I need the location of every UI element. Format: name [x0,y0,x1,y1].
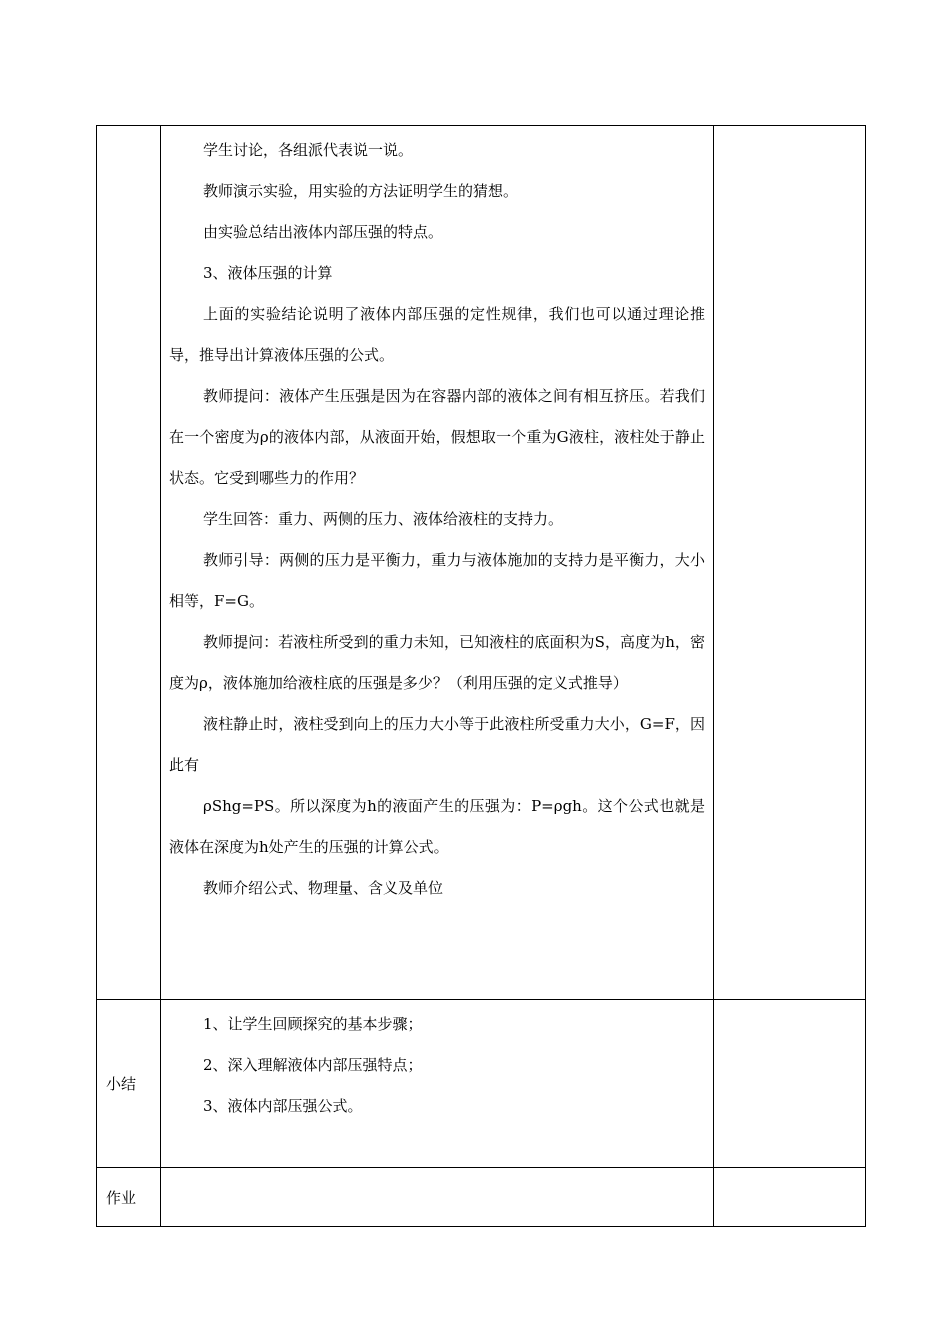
lesson-plan-table [96,125,866,1227]
paragraph: 液柱静止时，液柱受到向上的压力大小等于此液柱所受重力大小，G=F，因此有 [169,715,705,774]
summary-content-cell [161,1000,714,1168]
summary-item: 3、液体内部压强公式。 [203,1097,363,1115]
process-content-cell [161,126,714,1000]
paragraph: 上面的实验结论说明了液体内部压强的定性规律，我们也可以通过理论推导，推导出计算液体压强的公式。 [169,305,705,364]
summary-item: 2、深入理解液体内部压强特点； [203,1056,423,1074]
paragraph: 学生回答：重力、两侧的压力、液体给液柱的支持力。 [203,510,564,528]
paragraph: 由实验总结出液体内部压强的特点。 [203,223,444,241]
paragraph: 学生讨论，各组派代表说一说。 [203,141,414,159]
paragraph: 教师引导：两侧的压力是平衡力，重力与液体施加的支持力是平衡力，大小相等，F=G。 [169,551,705,610]
notes-cell [714,1000,866,1168]
table-row-homework [97,1168,866,1227]
row-label-summary: 小结 [97,1000,161,1168]
summary-item: 1、让学生回顾探究的基本步骤； [203,1015,423,1033]
paragraph: 教师提问：液体产生压强是因为在容器内部的液体之间有相互挤压。若我们在一个密度为ρ的液体内部，从液面开始，假想取一个重为G液柱，液柱处于静止状态。它受到哪些力的作用？ [169,387,705,487]
paragraph: 教师演示实验，用实验的方法证明学生的猜想。 [203,182,519,200]
table-row-summary [97,1000,866,1168]
notes-cell [714,1168,866,1227]
section-heading: 3、液体压强的计算 [203,264,333,282]
table-row-process [97,126,866,1000]
paragraph: 教师介绍公式、物理量、含义及单位 [203,879,444,897]
row-label-cell [97,126,161,1000]
row-label-homework: 作业 [97,1168,161,1227]
homework-content-cell [161,1168,714,1227]
paragraph: 教师提问：若液柱所受到的重力未知，已知液柱的底面积为S，高度为h，密度为ρ，液体施加给液柱底的压强是多少？（利用压强的定义式推导） [169,633,705,692]
paragraph: ρShg=PS。所以深度为h的液面产生的压强为：P=ρgh。这个公式也就是液体在深度为h处产生的压强的计算公式。 [169,797,705,856]
notes-cell [714,126,866,1000]
